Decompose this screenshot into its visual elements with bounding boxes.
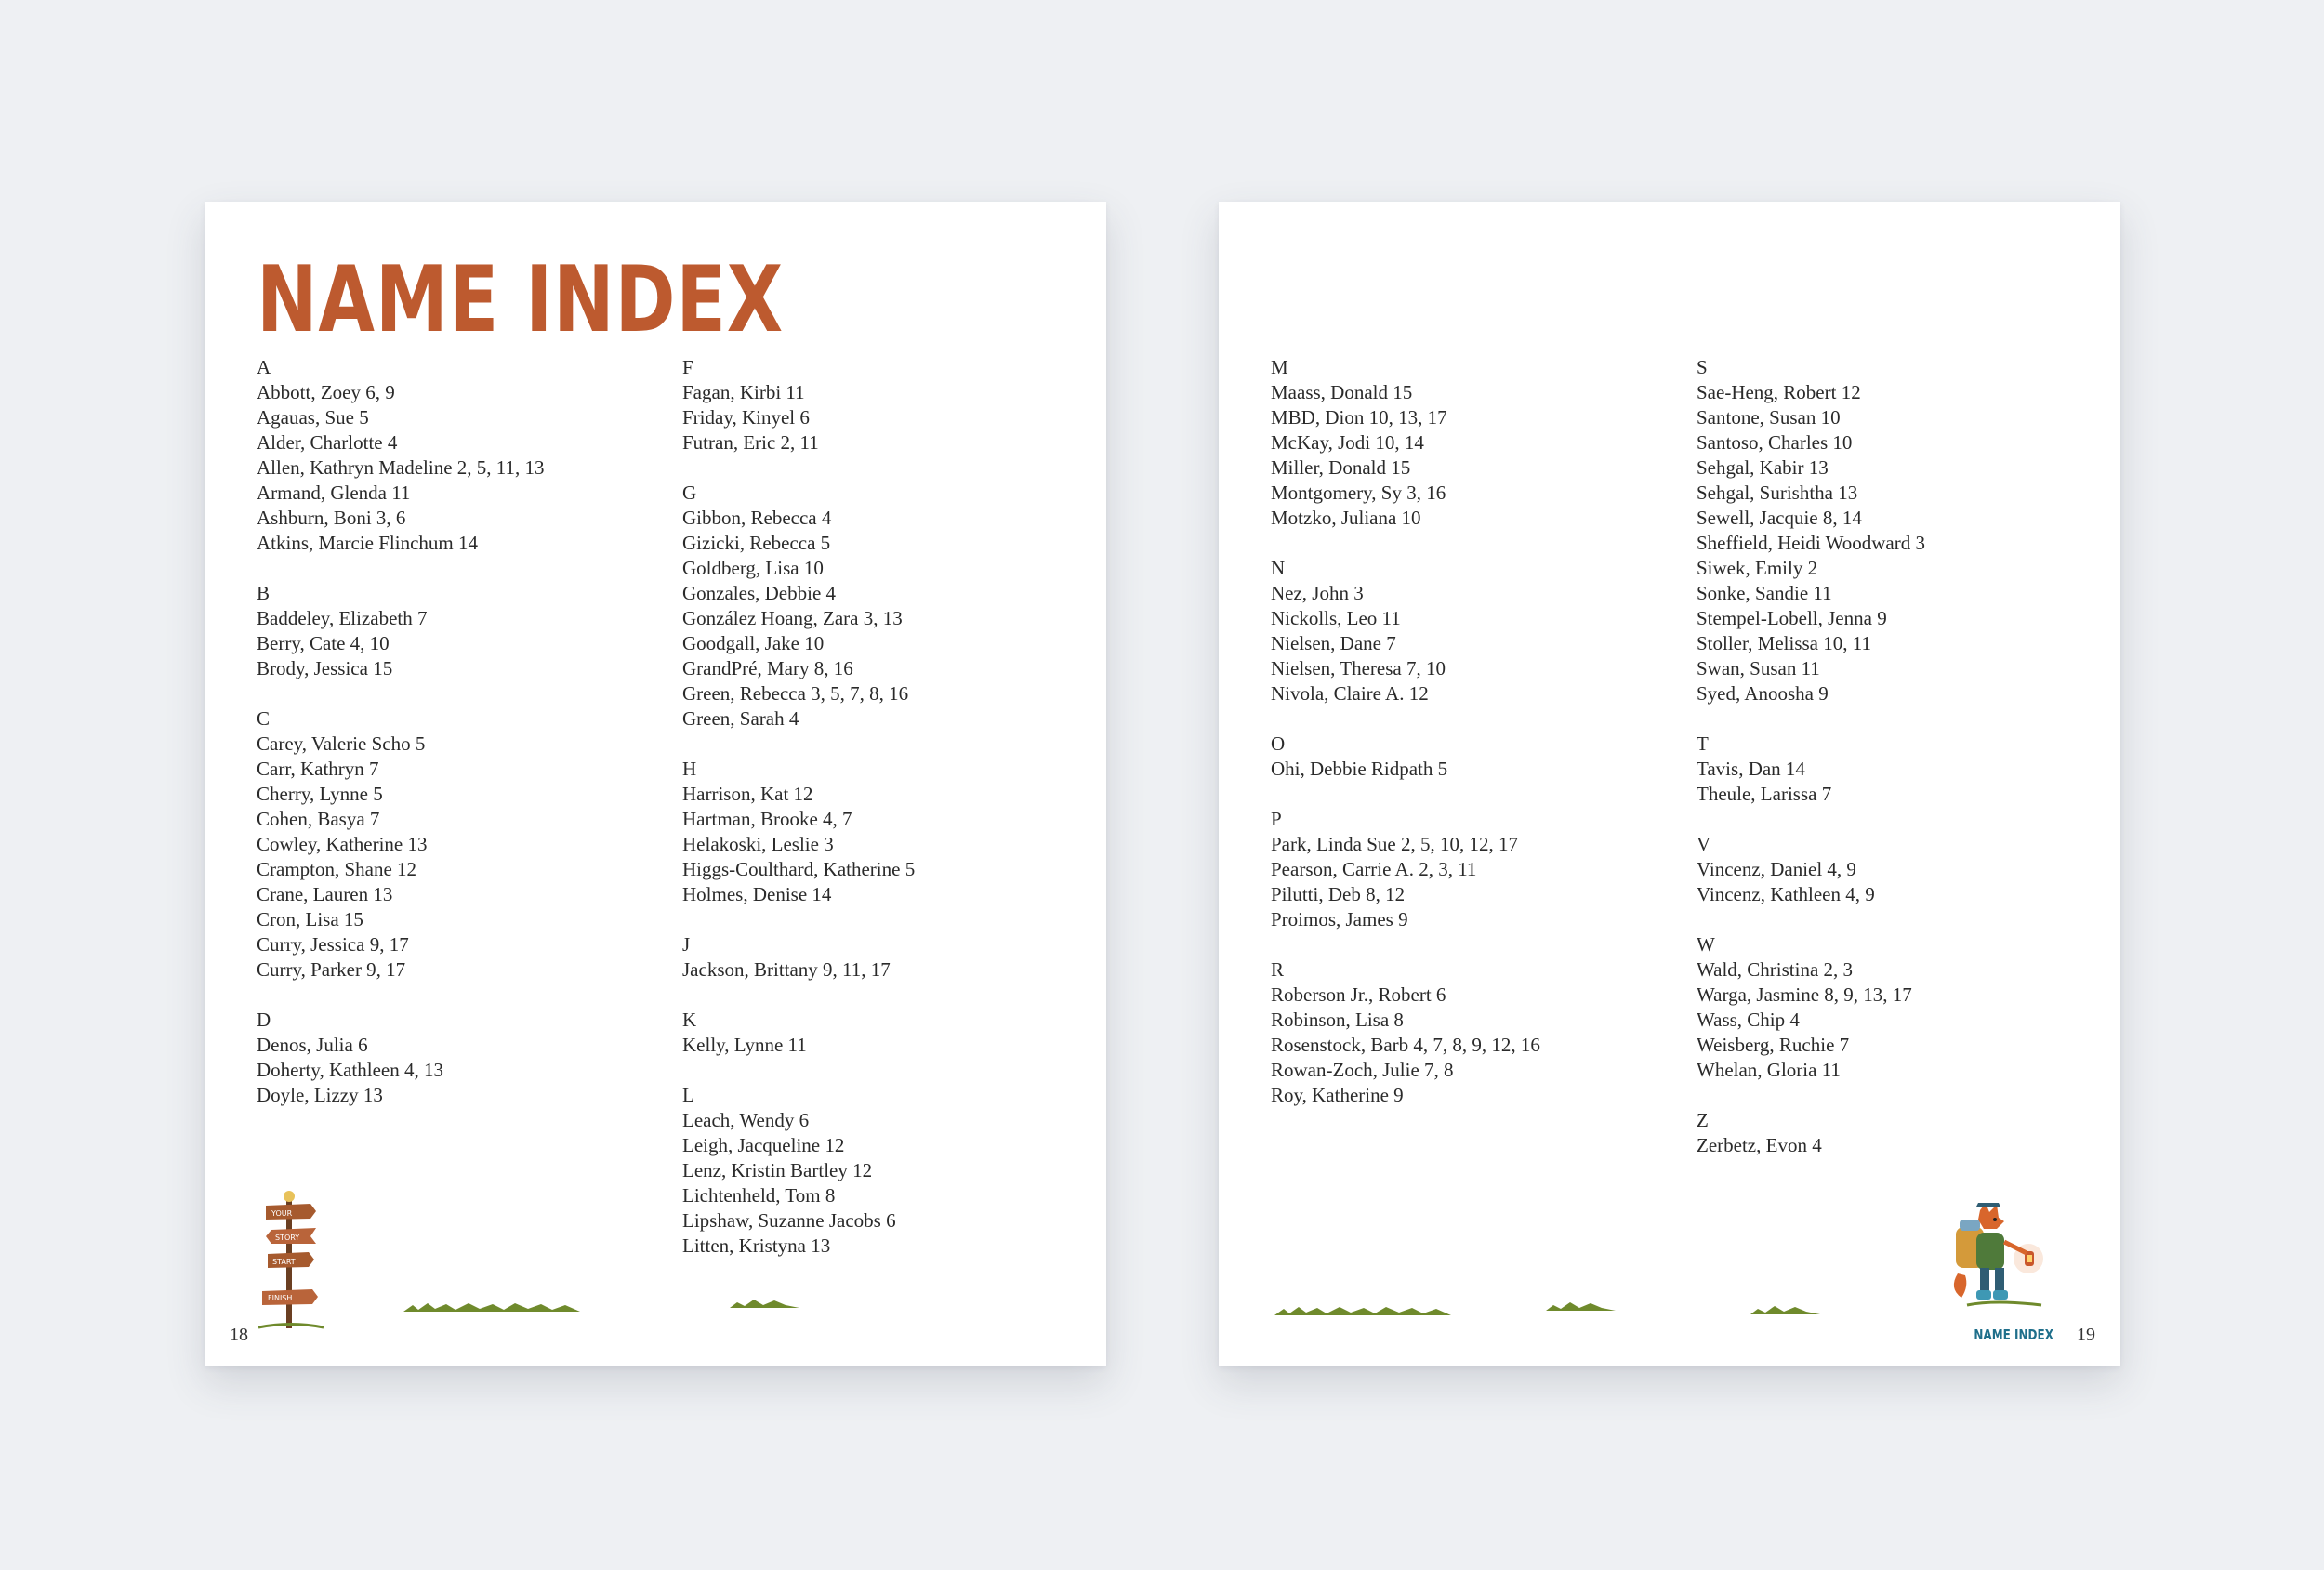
index-entry: Sehgal, Surishtha 13 xyxy=(1697,482,1858,504)
section-letter: M xyxy=(1271,356,1288,378)
index-entry: Litten, Kristyna 13 xyxy=(682,1234,831,1257)
index-section xyxy=(1697,932,2087,1083)
index-entry: Agauas, Sue 5 xyxy=(257,406,369,429)
index-entry: González Hoang, Zara 3, 13 xyxy=(682,607,903,629)
index-entry: Fagan, Kirbi 11 xyxy=(682,381,805,403)
index-entry: Wass, Chip 4 xyxy=(1697,1009,1800,1031)
index-entry: Harrison, Kat 12 xyxy=(682,783,813,805)
index-entry: Pilutti, Deb 8, 12 xyxy=(1271,883,1406,905)
right-page xyxy=(1219,202,2120,1366)
index-entry: Sehgal, Kabir 13 xyxy=(1697,456,1829,479)
index-entry: Tavis, Dan 14 xyxy=(1697,758,1805,780)
signpost-word: START xyxy=(272,1258,296,1266)
index-section xyxy=(682,932,1073,983)
signpost-word: STORY xyxy=(275,1234,300,1242)
index-entry: Crampton, Shane 12 xyxy=(257,858,417,880)
index-entry: Weisberg, Ruchie 7 xyxy=(1697,1034,1850,1056)
index-entry: Leigh, Jacqueline 12 xyxy=(682,1134,845,1156)
grass-icon xyxy=(1750,1303,1820,1316)
index-entry: Theule, Larissa 7 xyxy=(1697,783,1832,805)
index-entry: Cron, Lisa 15 xyxy=(257,908,363,930)
index-entry: Maass, Donald 15 xyxy=(1271,381,1413,403)
index-entry: Sheffield, Heidi Woodward 3 xyxy=(1697,532,1925,554)
index-entry: Abbott, Zoey 6, 9 xyxy=(257,381,395,403)
index-entry: Gonzales, Debbie 4 xyxy=(682,582,837,604)
grass-icon xyxy=(730,1297,799,1310)
index-entry: MBD, Dion 10, 13, 17 xyxy=(1271,406,1447,429)
index-section xyxy=(682,481,1073,732)
index-entry: Lichtenheld, Tom 8 xyxy=(682,1184,836,1207)
signpost-icon xyxy=(258,1185,324,1329)
index-section xyxy=(1697,732,2087,807)
index-entry: Roy, Katherine 9 xyxy=(1271,1084,1404,1106)
index-entry: Lenz, Kristin Bartley 12 xyxy=(682,1159,873,1181)
section-letter: G xyxy=(682,482,697,504)
index-entry: Allen, Kathryn Madeline 2, 5, 11, 13 xyxy=(257,456,545,479)
section-letter: H xyxy=(682,758,697,780)
index-section xyxy=(1271,556,1661,706)
index-section xyxy=(1697,355,2087,706)
index-entry: Roberson Jr., Robert 6 xyxy=(1271,983,1446,1006)
index-entry: Nielsen, Theresa 7, 10 xyxy=(1271,657,1446,679)
grass-icon xyxy=(1274,1304,1451,1317)
left-page xyxy=(205,202,1106,1366)
index-entry: Santone, Susan 10 xyxy=(1697,406,1841,429)
index-entry: Green, Rebecca 3, 5, 7, 8, 16 xyxy=(682,682,909,705)
index-entry: Jackson, Brittany 9, 11, 17 xyxy=(682,958,891,981)
index-entry: Cohen, Basya 7 xyxy=(257,808,380,830)
section-letter: T xyxy=(1697,732,1709,755)
section-letter: P xyxy=(1271,808,1282,830)
index-column xyxy=(1271,355,1661,1133)
index-entry: Holmes, Denise 14 xyxy=(682,883,832,905)
index-entry: Hartman, Brooke 4, 7 xyxy=(682,808,852,830)
signpost-word: YOUR xyxy=(271,1209,293,1218)
index-entry: Carey, Valerie Scho 5 xyxy=(257,732,426,755)
index-entry: Pearson, Carrie A. 2, 3, 11 xyxy=(1271,858,1477,880)
section-letter: R xyxy=(1271,958,1285,981)
section-letter: A xyxy=(257,356,271,378)
index-column xyxy=(1697,355,2087,1183)
section-letter: N xyxy=(1271,557,1286,579)
index-entry: Nez, John 3 xyxy=(1271,582,1364,604)
index-entry: Nickolls, Leo 11 xyxy=(1271,607,1401,629)
index-entry: Nivola, Claire A. 12 xyxy=(1271,682,1429,705)
section-letter: B xyxy=(257,582,271,604)
index-entry: Curry, Parker 9, 17 xyxy=(257,958,406,981)
section-letter: C xyxy=(257,707,271,730)
index-entry: Sonke, Sandie 11 xyxy=(1697,582,1832,604)
index-entry: Syed, Anoosha 9 xyxy=(1697,682,1829,705)
index-entry: Sae-Heng, Robert 12 xyxy=(1697,381,1861,403)
index-entry: Friday, Kinyel 6 xyxy=(682,406,810,429)
index-entry: Santoso, Charles 10 xyxy=(1697,431,1853,454)
page-title: NAME INDEX xyxy=(257,247,785,353)
index-entry: Stoller, Melissa 10, 11 xyxy=(1697,632,1871,654)
fox-hiker-icon xyxy=(1948,1201,2051,1313)
index-entry: Cowley, Katherine 13 xyxy=(257,833,428,855)
section-letter: L xyxy=(682,1084,694,1106)
index-entry: Leach, Wendy 6 xyxy=(682,1109,810,1131)
index-section xyxy=(1271,355,1661,531)
index-entry: Stempel-Lobell, Jenna 9 xyxy=(1697,607,1887,629)
index-entry: Futran, Eric 2, 11 xyxy=(682,431,819,454)
index-section xyxy=(1697,832,2087,907)
section-letter: W xyxy=(1697,933,1715,956)
index-entry: Whelan, Gloria 11 xyxy=(1697,1059,1841,1081)
index-entry: Swan, Susan 11 xyxy=(1697,657,1820,679)
index-entry: Cherry, Lynne 5 xyxy=(257,783,383,805)
index-entry: Siwek, Emily 2 xyxy=(1697,557,1818,579)
index-entry: Park, Linda Sue 2, 5, 10, 12, 17 xyxy=(1271,833,1518,855)
index-section xyxy=(1697,1108,2087,1158)
section-letter: F xyxy=(682,356,693,378)
index-entry: Miller, Donald 15 xyxy=(1271,456,1411,479)
index-entry: Goodgall, Jake 10 xyxy=(682,632,825,654)
index-entry: Ashburn, Boni 3, 6 xyxy=(257,507,406,529)
section-letter: S xyxy=(1697,356,1708,378)
index-section xyxy=(257,355,647,556)
index-entry: Goldberg, Lisa 10 xyxy=(682,557,824,579)
index-entry: GrandPré, Mary 8, 16 xyxy=(682,657,853,679)
index-entry: Atkins, Marcie Flinchum 14 xyxy=(257,532,478,554)
page-number: 18 xyxy=(230,1325,248,1345)
index-entry: Doyle, Lizzy 13 xyxy=(257,1084,383,1106)
index-section xyxy=(1271,957,1661,1108)
grass-icon xyxy=(1546,1300,1616,1313)
index-section xyxy=(257,581,647,681)
index-entry: Gibbon, Rebecca 4 xyxy=(682,507,832,529)
index-entry: McKay, Jodi 10, 14 xyxy=(1271,431,1424,454)
index-entry: Ohi, Debbie Ridpath 5 xyxy=(1271,758,1448,780)
index-entry: Green, Sarah 4 xyxy=(682,707,799,730)
index-entry: Nielsen, Dane 7 xyxy=(1271,632,1396,654)
index-section xyxy=(1271,732,1661,782)
index-entry: Rowan-Zoch, Julie 7, 8 xyxy=(1271,1059,1454,1081)
index-entry: Proimos, James 9 xyxy=(1271,908,1408,930)
index-entry: Helakoski, Leslie 3 xyxy=(682,833,834,855)
section-letter: V xyxy=(1697,833,1711,855)
index-entry: Robinson, Lisa 8 xyxy=(1271,1009,1404,1031)
index-column xyxy=(257,355,647,1133)
index-entry: Denos, Julia 6 xyxy=(257,1034,368,1056)
index-entry: Lipshaw, Suzanne Jacobs 6 xyxy=(682,1209,896,1232)
index-entry: Montgomery, Sy 3, 16 xyxy=(1271,482,1446,504)
index-entry: Brody, Jessica 15 xyxy=(257,657,393,679)
page-number: 19 xyxy=(2077,1325,2095,1345)
index-entry: Zerbetz, Evon 4 xyxy=(1697,1134,1822,1156)
index-entry: Higgs-Coulthard, Katherine 5 xyxy=(682,858,916,880)
index-entry: Gizicki, Rebecca 5 xyxy=(682,532,831,554)
section-letter: J xyxy=(682,933,691,956)
section-letter: O xyxy=(1271,732,1286,755)
index-section xyxy=(682,1083,1073,1259)
index-entry: Baddeley, Elizabeth 7 xyxy=(257,607,428,629)
section-letter: D xyxy=(257,1009,271,1031)
index-entry: Vincenz, Kathleen 4, 9 xyxy=(1697,883,1875,905)
index-entry: Rosenstock, Barb 4, 7, 8, 9, 12, 16 xyxy=(1271,1034,1540,1056)
index-entry: Berry, Cate 4, 10 xyxy=(257,632,390,654)
index-section xyxy=(682,355,1073,455)
index-section xyxy=(257,1008,647,1108)
grass-icon xyxy=(403,1300,580,1313)
index-column xyxy=(682,355,1073,1284)
running-head: NAME INDEX xyxy=(1974,1326,2053,1343)
index-entry: Carr, Kathryn 7 xyxy=(257,758,379,780)
index-section xyxy=(257,706,647,983)
index-section xyxy=(1271,807,1661,932)
index-entry: Sewell, Jacquie 8, 14 xyxy=(1697,507,1862,529)
index-entry: Wald, Christina 2, 3 xyxy=(1697,958,1854,981)
index-entry: Doherty, Kathleen 4, 13 xyxy=(257,1059,443,1081)
section-letter: K xyxy=(682,1009,697,1031)
signpost-word: FINISH xyxy=(268,1294,293,1302)
index-entry: Warga, Jasmine 8, 9, 13, 17 xyxy=(1697,983,1912,1006)
index-entry: Motzko, Juliana 10 xyxy=(1271,507,1421,529)
index-entry: Vincenz, Daniel 4, 9 xyxy=(1697,858,1856,880)
section-letter: Z xyxy=(1697,1109,1709,1131)
index-entry: Curry, Jessica 9, 17 xyxy=(257,933,409,956)
index-entry: Alder, Charlotte 4 xyxy=(257,431,398,454)
index-section xyxy=(682,757,1073,907)
index-entry: Crane, Lauren 13 xyxy=(257,883,393,905)
index-section xyxy=(682,1008,1073,1058)
index-entry: Kelly, Lynne 11 xyxy=(682,1034,807,1056)
index-entry: Armand, Glenda 11 xyxy=(257,482,411,504)
